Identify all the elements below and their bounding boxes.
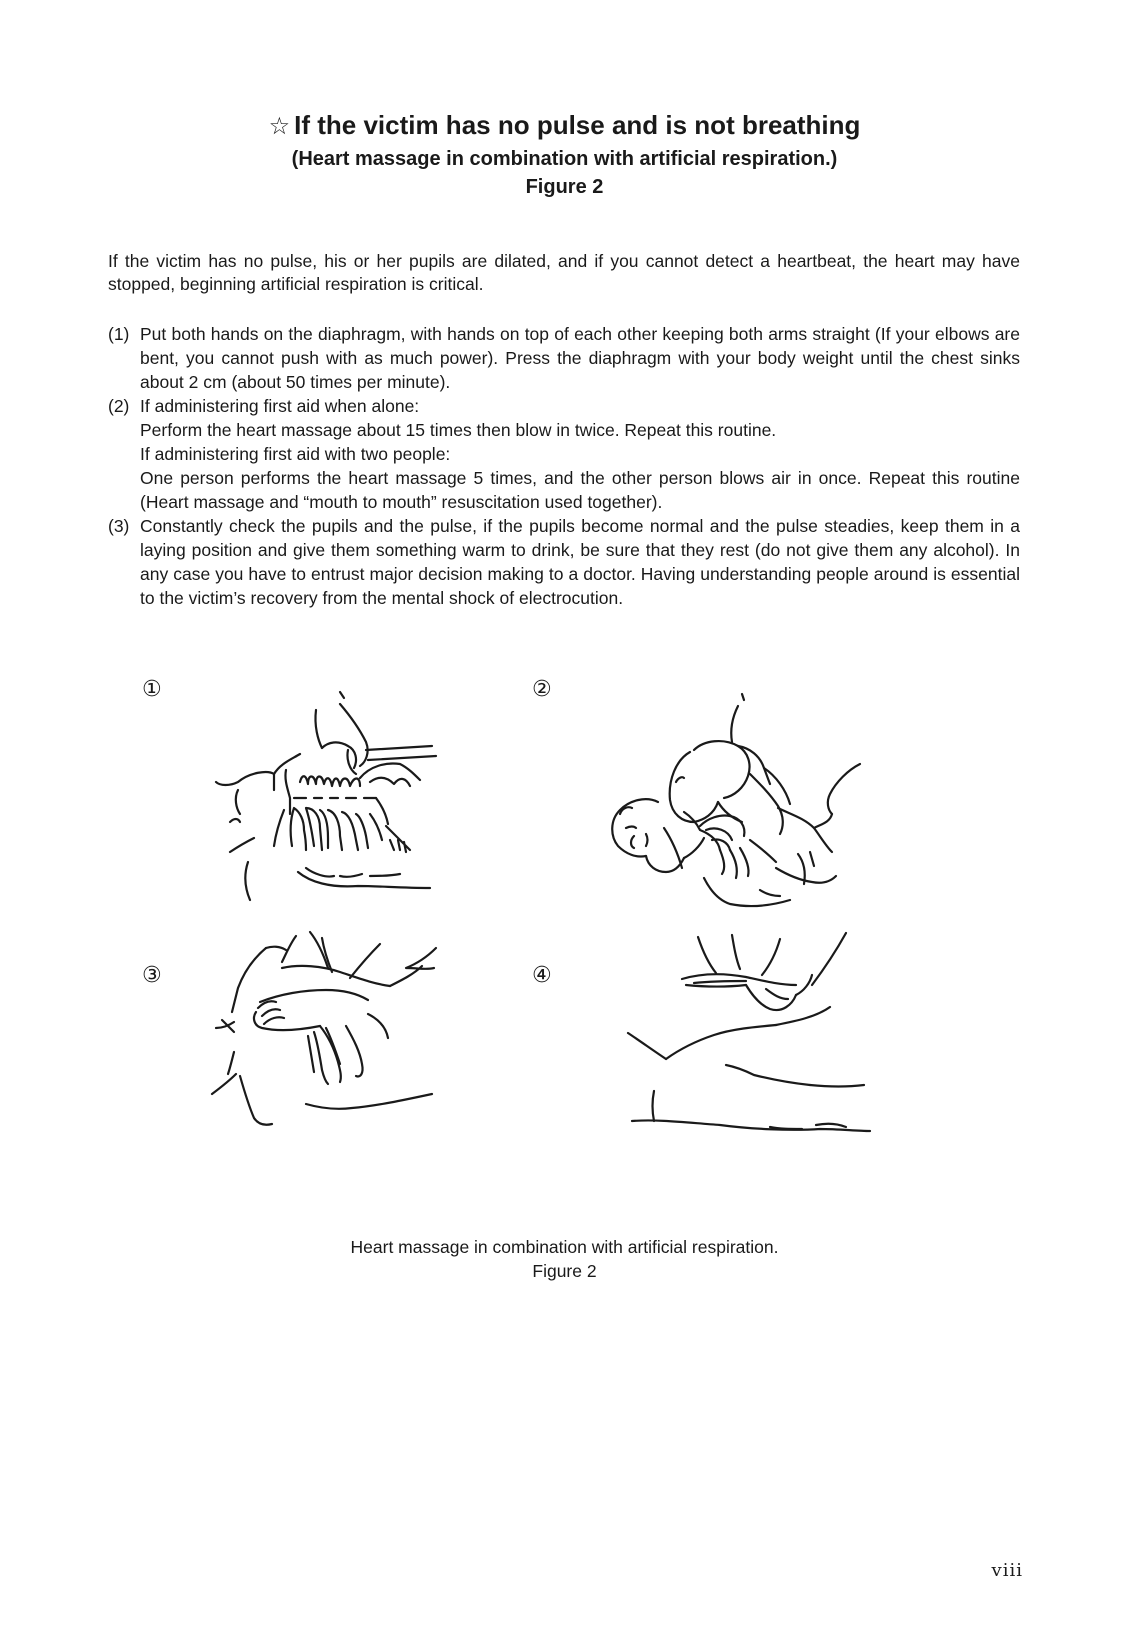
step-text: Perform the heart massage about 15 times then blow in twice. Repeat this routine. — [140, 420, 777, 440]
step-text: One person performs the heart massage 5 times, and the other person blows air in once. Repeat this routine (Heart massage and “mouth to mouth” resuscitation used together). — [140, 468, 1020, 512]
step-text: If administering first aid when alone: — [140, 396, 420, 416]
figure-marker-2: ② — [532, 677, 552, 702]
page-subtitle: (Heart massage in combination with artificial respiration.) — [291, 148, 838, 170]
page-title-text: If the victim has no pulse and is not breathing — [294, 110, 861, 140]
step-text: Put both hands on the diaphragm, with hands on top of each other keeping both arms straight (If your elbows are bent, you cannot push with as much power). Press the diaphragm with your body weight until the chest sinks about 2 cm (about 50 times per minute). — [140, 324, 1020, 392]
page-number: viii — [991, 1560, 1023, 1581]
intro-paragraph: If the victim has no pulse, his or her pupils are dilated, and if you cannot detect a heartbeat, the heart may have stopped, beginning artificial respiration is critical. — [108, 251, 1020, 294]
steps-list — [108, 322, 1020, 610]
step-3 — [108, 514, 1020, 610]
figure-reference: Figure 2 — [525, 176, 604, 198]
step-number: (3) — [108, 516, 130, 536]
step-2 — [108, 394, 1020, 514]
star-icon: ☆ — [268, 112, 291, 140]
figure-caption-number: Figure 2 — [532, 1261, 597, 1281]
step-text: Constantly check the pupils and the pulse, if the pupils become normal and the pulse steadies, keep them in a laying position and give them something warm to drink, be sure that they rest (do not give them any alcohol). In any case you have to entrust major decision making to a doctor. Having understanding people around is essential to the victim’s recovery from the mental shock of electrocution. — [140, 516, 1020, 608]
hand-position-side-illustration — [620, 925, 880, 1140]
stacked-hands-illustration — [200, 928, 450, 1138]
mouth-to-mouth-illustration — [600, 690, 890, 940]
step-text: If administering first aid with two people: — [140, 444, 451, 464]
step-1 — [108, 322, 1020, 394]
figure-marker-1: ① — [142, 677, 162, 702]
step-number: (1) — [108, 324, 130, 344]
figure-marker-4: ④ — [532, 963, 552, 988]
page-title — [0, 110, 1129, 141]
step-number: (2) — [108, 396, 130, 416]
figure-marker-3: ③ — [142, 963, 162, 988]
hands-on-chest-illustration — [210, 690, 450, 925]
figure-caption: Heart massage in combination with artificial respiration. — [350, 1237, 779, 1257]
